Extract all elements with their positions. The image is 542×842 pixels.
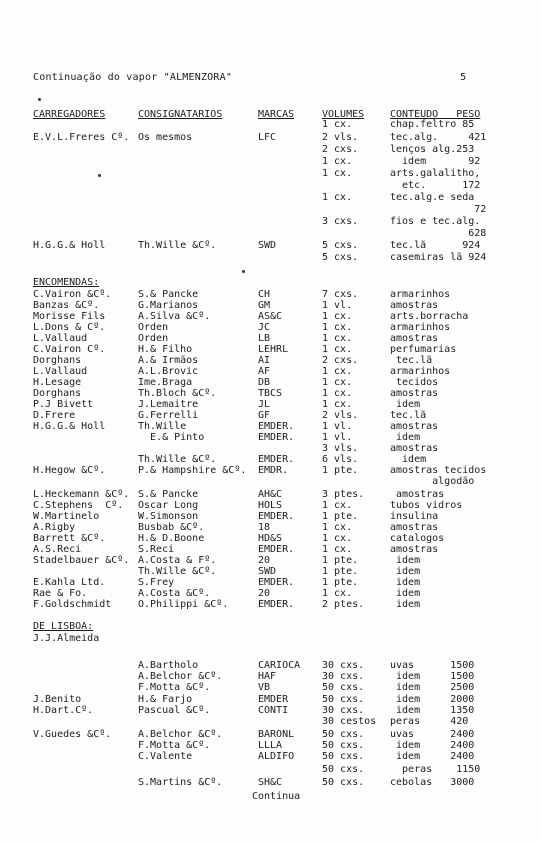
row-volume: 50 cxs. bbox=[322, 751, 365, 762]
row-marca: AF bbox=[258, 366, 271, 377]
row-carregador: H.G.G.& Holl bbox=[33, 421, 106, 432]
row-marca: GF bbox=[258, 410, 271, 421]
row-consignatario: E.& Pinto bbox=[138, 432, 205, 443]
row-conteudo: arts.borracha bbox=[390, 311, 469, 322]
row-conteudo: amostras bbox=[390, 443, 439, 454]
row-marca: EMDER. bbox=[258, 544, 295, 555]
row-volume: 1 pte. bbox=[322, 566, 359, 577]
row-volume: 1 cx. bbox=[322, 544, 353, 555]
section-heading: DE LISBOA: bbox=[33, 621, 94, 632]
row-conteudo: idem bbox=[390, 577, 421, 588]
row-marca: HOLS bbox=[258, 500, 283, 511]
row-consignatario: Ime.Braga bbox=[138, 377, 193, 388]
row-carregador: Dorghans bbox=[33, 355, 82, 366]
row-carregador: A.S.Reci bbox=[33, 544, 82, 555]
row-volume: 1 cx. bbox=[322, 156, 353, 167]
row-marca: LEHRL bbox=[258, 344, 289, 355]
row-conteudo: idem 1350 bbox=[390, 705, 475, 716]
row-carregador: Stadelbauer &Cº. bbox=[33, 555, 130, 566]
row-marca: EMDER. bbox=[258, 599, 295, 610]
row-conteudo: tec.lã 924 bbox=[390, 240, 481, 251]
row-carregador: Morisse Fils bbox=[33, 311, 106, 322]
row-carregador: E.Kahla Ltd. bbox=[33, 577, 106, 588]
row-consignatario: J.Lemaitre bbox=[138, 399, 199, 410]
row-conteudo: arts.galalitho, bbox=[390, 168, 481, 179]
row-volume: 50 cxs. bbox=[322, 764, 365, 775]
row-conteudo: catalogos bbox=[390, 533, 445, 544]
row-conteudo: armarinhos bbox=[390, 289, 451, 300]
row-consignatario: S.Martins &Cº. bbox=[138, 777, 223, 788]
row-volume: 1 cx. bbox=[322, 366, 353, 377]
row-marca: SH&C bbox=[258, 777, 283, 788]
row-marca: EMDER. bbox=[258, 577, 295, 588]
row-volume: 1 cx. bbox=[322, 192, 353, 203]
row-conteudo: idem 2500 bbox=[390, 682, 475, 693]
row-volume: 3 vls. bbox=[322, 443, 359, 454]
row-consignatario: Th.Bloch &Cº. bbox=[138, 388, 217, 399]
header-carregadores: CARREGADORES bbox=[33, 109, 106, 120]
row-conteudo: peras 420 bbox=[390, 716, 469, 727]
row-volume: 30 cxs. bbox=[322, 671, 365, 682]
row-consignatario: G.Ferrelli bbox=[138, 410, 199, 421]
row-consignatario: G.Marianos bbox=[138, 300, 199, 311]
row-volume: 1 cx. bbox=[322, 522, 353, 533]
row-consignatario: A.Belchor &Cº. bbox=[138, 671, 223, 682]
row-consignatario: Os mesmos bbox=[138, 132, 193, 143]
row-consignatario: Pascual &Cº. bbox=[138, 705, 211, 716]
row-conteudo: amostras bbox=[390, 333, 439, 344]
row-marca: GM bbox=[258, 300, 271, 311]
row-marca: CARIOCA bbox=[258, 660, 301, 671]
row-volume: 1 cx. bbox=[322, 333, 353, 344]
row-marca: VB bbox=[258, 682, 271, 693]
row-conteudo: lenços alg.253 bbox=[390, 144, 475, 155]
row-conteudo: casemiras lã 924 bbox=[390, 252, 487, 263]
stray-mark bbox=[98, 174, 101, 177]
row-volume: 50 cxs. bbox=[322, 777, 365, 788]
row-volume: 50 cxs. bbox=[322, 740, 365, 751]
row-conteudo: idem 2400 bbox=[390, 751, 475, 762]
row-conteudo: idem bbox=[390, 588, 421, 599]
row-conteudo: uvas 2400 bbox=[390, 729, 475, 740]
row-conteudo: amostras bbox=[390, 421, 439, 432]
row-volume: 1 cx. bbox=[322, 311, 353, 322]
row-conteudo: 628 bbox=[390, 228, 487, 239]
row-volume: 30 cxs. bbox=[322, 705, 365, 716]
row-consignatario: Th.Wille &Cº. bbox=[138, 240, 217, 251]
row-volume: 6 vls. bbox=[322, 454, 359, 465]
row-volume: 1 cx. bbox=[322, 588, 353, 599]
row-marca: LFC bbox=[258, 132, 277, 143]
row-carregador: H.G.G.& Holl bbox=[33, 240, 106, 251]
row-volume: 1 cx. bbox=[322, 377, 353, 388]
row-consignatario: Orden bbox=[138, 333, 169, 344]
row-conteudo: 72 bbox=[390, 204, 487, 215]
row-carregador: Banzas &Cº. bbox=[33, 300, 100, 311]
row-volume: 3 ptes. bbox=[322, 489, 365, 500]
row-volume: 1 cx. bbox=[322, 533, 353, 544]
row-conteudo: tec.alg.e seda bbox=[390, 192, 475, 203]
row-conteudo: fios e tec.alg. bbox=[390, 216, 481, 227]
row-consignatario: Th.Wille &Cº. bbox=[138, 566, 217, 577]
row-marca: JL bbox=[258, 399, 271, 410]
header-marcas: MARCAS bbox=[258, 109, 295, 120]
row-volume: 50 cxs. bbox=[322, 682, 365, 693]
row-conteudo: amostras bbox=[390, 544, 439, 555]
row-conteudo: idem 1500 bbox=[390, 671, 475, 682]
row-volume: 2 vls. bbox=[322, 410, 359, 421]
row-conteudo: insulina bbox=[390, 511, 439, 522]
row-conteudo: armarinhos bbox=[390, 366, 451, 377]
row-conteudo: idem bbox=[390, 399, 421, 410]
row-marca: LB bbox=[258, 333, 271, 344]
row-carregador: Dorghans bbox=[33, 388, 82, 399]
row-volume: 5 cxs. bbox=[322, 252, 359, 263]
row-consignatario: S.& Pancke bbox=[138, 489, 199, 500]
row-volume: 1 vl. bbox=[322, 421, 353, 432]
row-volume: 1 cx. bbox=[322, 119, 353, 130]
row-conteudo: tecidos bbox=[390, 377, 439, 388]
row-conteudo: amostras tecidos bbox=[390, 465, 487, 476]
row-consignatario: S.Reci bbox=[138, 544, 175, 555]
row-carregador: H.Dart.Cº. bbox=[33, 705, 94, 716]
stray-mark bbox=[38, 98, 41, 101]
row-carregador: D.Frere bbox=[33, 410, 76, 421]
row-consignatario: S.Frey bbox=[138, 577, 175, 588]
row-consignatario: H.& Farjo bbox=[138, 694, 193, 705]
row-volume: 7 cxs. bbox=[322, 289, 359, 300]
row-consignatario: A.Belchor &Cº. bbox=[138, 729, 223, 740]
row-volume: 1 pte. bbox=[322, 465, 359, 476]
row-marca: EMDER. bbox=[258, 432, 295, 443]
row-volume: 50 cxs. bbox=[322, 694, 365, 705]
row-marca: CONTI bbox=[258, 705, 289, 716]
row-consignatario: P.& Hampshire &Cº. bbox=[138, 465, 247, 476]
row-carregador: Barrett &Cº. bbox=[33, 533, 106, 544]
row-carregador: V.Guedes &Cº. bbox=[33, 729, 112, 740]
row-volume: 3 cxs. bbox=[322, 216, 359, 227]
row-consignatario: A.Costa & Fº. bbox=[138, 555, 217, 566]
row-marca: 20 bbox=[258, 555, 271, 566]
row-volume: 50 cxs. bbox=[322, 729, 365, 740]
row-carregador: Rae & Fo. bbox=[33, 588, 88, 599]
row-conteudo: perfumarias bbox=[390, 344, 457, 355]
row-marca: HAF bbox=[258, 671, 277, 682]
row-conteudo: cebolas 3000 bbox=[390, 777, 475, 788]
row-conteudo: idem bbox=[390, 432, 421, 443]
row-marca: 20 bbox=[258, 588, 271, 599]
row-marca: HD&S bbox=[258, 533, 283, 544]
row-consignatario: Th.Wille &Cº. bbox=[138, 454, 217, 465]
row-marca: DB bbox=[258, 377, 271, 388]
row-carregador: H.Lesage bbox=[33, 377, 82, 388]
row-marca: JC bbox=[258, 322, 271, 333]
row-consignatario: W.Simonson bbox=[138, 511, 199, 522]
row-consignatario: A.Costa &Cº. bbox=[138, 588, 211, 599]
row-conteudo: idem bbox=[390, 454, 427, 465]
row-carregador: J.J.Almeida bbox=[33, 633, 100, 644]
stray-mark bbox=[242, 270, 245, 273]
row-carregador: C.Vairon &Cº. bbox=[33, 289, 112, 300]
row-consignatario: Orden bbox=[138, 322, 169, 333]
row-conteudo: tubos vidros bbox=[390, 500, 463, 511]
row-marca: TBCS bbox=[258, 388, 283, 399]
section-heading: ENCOMENDAS: bbox=[33, 277, 100, 288]
row-carregador: P.J Bivett bbox=[33, 399, 94, 410]
row-consignatario: F.Motta &Cº. bbox=[138, 682, 211, 693]
row-volume: 1 vl. bbox=[322, 300, 353, 311]
row-carregador: W.Martinelo bbox=[33, 511, 100, 522]
row-consignatario: O.Philippi &Cº. bbox=[138, 599, 229, 610]
row-carregador: L.Vallaud bbox=[33, 366, 88, 377]
row-conteudo: amostras bbox=[390, 522, 439, 533]
row-volume: 2 cxs. bbox=[322, 355, 359, 366]
row-conteudo: idem 92 bbox=[390, 156, 481, 167]
row-volume: 5 cxs. bbox=[322, 240, 359, 251]
row-marca: AI bbox=[258, 355, 271, 366]
row-consignatario: A.L.Brovic bbox=[138, 366, 199, 377]
row-conteudo: idem bbox=[390, 566, 421, 577]
row-marca: EMDER. bbox=[258, 421, 295, 432]
header-volumes: VOLUMES bbox=[322, 109, 365, 120]
row-conteudo: algodão bbox=[390, 476, 475, 487]
row-carregador: L.Vallaud bbox=[33, 333, 88, 344]
row-carregador: H.Hegow &Cº. bbox=[33, 465, 106, 476]
row-conteudo: idem bbox=[390, 599, 421, 610]
row-carregador: J.Benito bbox=[33, 694, 82, 705]
row-marca: SWD bbox=[258, 240, 277, 251]
row-carregador: A.Rigby bbox=[33, 522, 76, 533]
row-conteudo: amostras bbox=[390, 489, 445, 500]
row-conteudo: amostras bbox=[390, 300, 439, 311]
row-consignatario: A.Bartholo bbox=[138, 660, 199, 671]
row-carregador: L.Dons & Cº. bbox=[33, 322, 106, 333]
row-volume: 1 pte. bbox=[322, 577, 359, 588]
row-marca: EMDER. bbox=[258, 454, 295, 465]
row-volume: 30 cxs. bbox=[322, 660, 365, 671]
row-consignatario: Busbab &Cº. bbox=[138, 522, 205, 533]
header-consignatarios: CONSIGNATARIOS bbox=[138, 109, 223, 120]
row-volume: 1 cx. bbox=[322, 168, 353, 179]
row-volume: 1 cx. bbox=[322, 388, 353, 399]
row-marca: AS&C bbox=[258, 311, 283, 322]
page-number: 5 bbox=[460, 72, 467, 83]
row-marca: AH&C bbox=[258, 489, 283, 500]
row-marca: CH bbox=[258, 289, 271, 300]
row-volume: 1 cx. bbox=[322, 322, 353, 333]
row-volume: 1 vl. bbox=[322, 432, 353, 443]
row-consignatario: Th.Wille bbox=[138, 421, 187, 432]
row-consignatario: F.Motta &Cº. bbox=[138, 740, 211, 751]
row-consignatario: C.Valente bbox=[138, 751, 193, 762]
row-consignatario: H.& D.Boone bbox=[138, 533, 205, 544]
row-marca: LLLA bbox=[258, 740, 283, 751]
footer-continua: Continua bbox=[252, 791, 301, 802]
row-volume: 1 pte. bbox=[322, 511, 359, 522]
row-conteudo: amostras bbox=[390, 388, 439, 399]
row-marca: SWD bbox=[258, 566, 277, 577]
row-marca: 18 bbox=[258, 522, 271, 533]
row-carregador: L.Heckemann &Cº. bbox=[33, 489, 130, 500]
row-volume: 2 vls. bbox=[322, 132, 359, 143]
header-conteudo-peso: CONTEUDO PESO bbox=[390, 109, 481, 120]
row-carregador: C.Stephens Cº. bbox=[33, 500, 124, 511]
row-consignatario: A.Silva &Cº. bbox=[138, 311, 211, 322]
row-conteudo: idem 2000 bbox=[390, 694, 475, 705]
page-title: Continuação do vapor "ALMENZORA" bbox=[33, 72, 233, 83]
row-conteudo: idem bbox=[390, 555, 421, 566]
row-conteudo: tec.alg. 421 bbox=[390, 132, 487, 143]
row-conteudo: etc. 172 bbox=[390, 180, 481, 191]
row-conteudo: peras 1150 bbox=[390, 764, 481, 775]
row-consignatario: S.& Pancke bbox=[138, 289, 199, 300]
row-volume: 2 cxs. bbox=[322, 144, 359, 155]
row-marca: ALDIFO bbox=[258, 751, 295, 762]
row-marca: BARONL bbox=[258, 729, 295, 740]
row-conteudo: chap.feltro 85 bbox=[390, 119, 475, 130]
row-volume: 1 cx. bbox=[322, 399, 353, 410]
row-carregador: E.V.L.Freres Cº. bbox=[33, 132, 130, 143]
row-volume: 30 cestos bbox=[322, 716, 377, 727]
row-carregador: C.Vairon Cº. bbox=[33, 344, 106, 355]
row-conteudo: idem 2400 bbox=[390, 740, 475, 751]
row-volume: 1 pte. bbox=[322, 555, 359, 566]
row-volume: 2 ptes. bbox=[322, 599, 365, 610]
row-marca: EMDR. bbox=[258, 465, 289, 476]
row-consignatario: H.& Filho bbox=[138, 344, 193, 355]
row-consignatario: Oscar Long bbox=[138, 500, 199, 511]
row-conteudo: tec.lã bbox=[390, 410, 427, 421]
row-conteudo: armarinhos bbox=[390, 322, 451, 333]
row-carregador: F.Goldschmidt bbox=[33, 599, 112, 610]
row-conteudo: tec.lã bbox=[390, 355, 433, 366]
row-marca: EMDER bbox=[258, 694, 289, 705]
row-conteudo: uvas 1500 bbox=[390, 660, 475, 671]
row-marca: EMDER. bbox=[258, 511, 295, 522]
row-volume: 1 cx. bbox=[322, 500, 353, 511]
row-consignatario: A.& Irmãos bbox=[138, 355, 199, 366]
row-volume: 1 cx. bbox=[322, 344, 353, 355]
